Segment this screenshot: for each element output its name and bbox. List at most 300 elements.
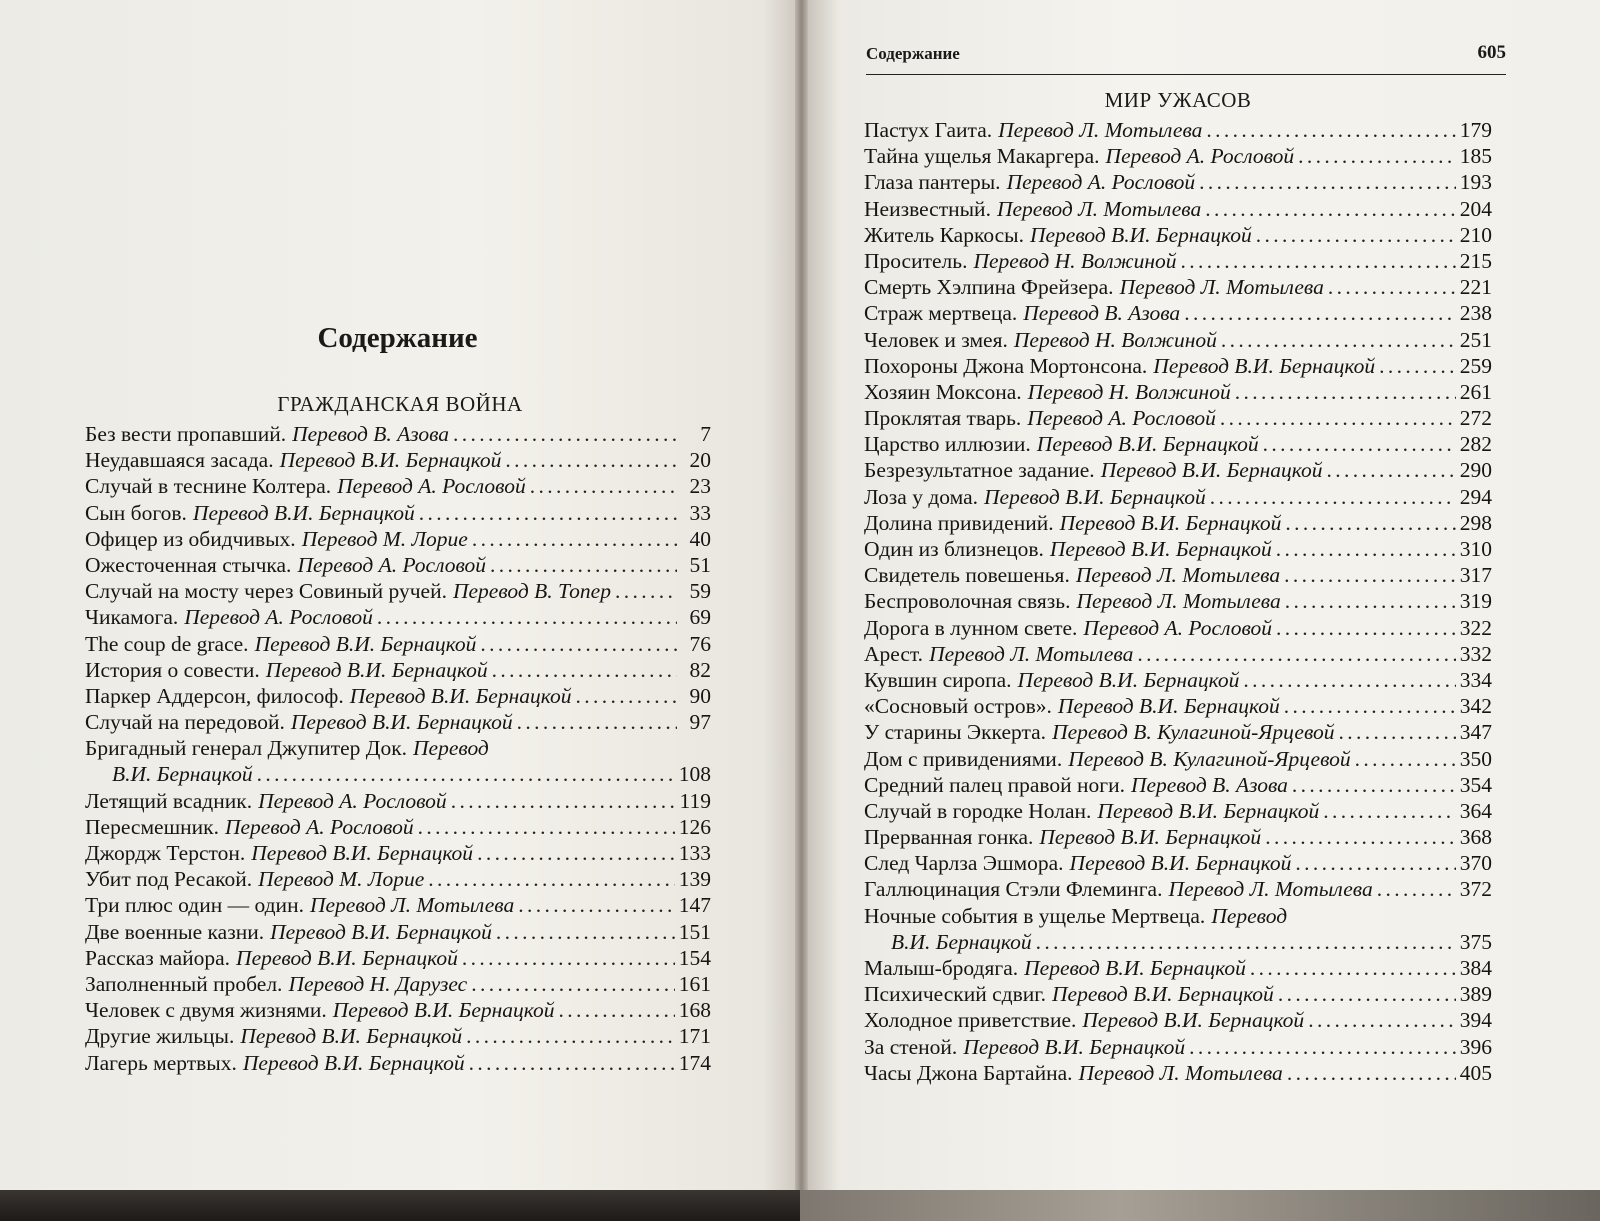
leader-dots (1243, 667, 1455, 693)
toc-entry-translator: В.И. Бернацкой (891, 929, 1032, 954)
toc-entry-page-number: 204 (1459, 196, 1492, 221)
leader-dots (1377, 876, 1456, 902)
toc-entry-page-number: 119 (679, 788, 711, 813)
toc-entry (864, 719, 1492, 745)
toc-entry-title: Сын богов. (85, 500, 187, 525)
toc-entry (864, 143, 1492, 169)
toc-entry-translator: Перевод А. Рословой (224, 814, 414, 839)
leader-dots (1137, 641, 1455, 667)
toc-entry (85, 604, 711, 630)
toc-entry (85, 709, 711, 735)
toc-entry-translator: Перевод В.И. Бернацкой (1039, 825, 1262, 850)
toc-entry-title: Человек с двумя жизнями. (85, 998, 327, 1023)
toc-entry (85, 997, 711, 1023)
toc-entry-title: Долина привидений. (864, 510, 1054, 535)
leader-dots (1256, 222, 1456, 248)
leader-dots (1276, 536, 1456, 562)
toc-entry (864, 850, 1492, 876)
toc-entry-page-number: 7 (700, 422, 711, 446)
leader-dots (1308, 1007, 1456, 1033)
toc-entry (85, 657, 711, 683)
toc-entry-translator: Перевод Н. Волжиной (1013, 327, 1217, 352)
toc-entry-page-number: 261 (1459, 379, 1492, 404)
toc-entry-title: След Чарлза Эшмора. (864, 851, 1064, 876)
toc-entry-translator: Перевод В.И. Бернацкой (290, 710, 513, 735)
leader-dots (480, 631, 677, 657)
toc-entry-translator: Перевод В.И. Бернацкой (963, 1034, 1186, 1059)
toc-entry-page-number: 368 (1459, 825, 1492, 850)
toc-entry (864, 117, 1492, 143)
toc-entry-title: Заполненный пробел. (85, 971, 283, 996)
toc-entry-title: Проситель. (864, 248, 968, 273)
toc-entry (85, 788, 711, 814)
toc-entry-title: Безрезультатное задание. (864, 458, 1095, 483)
leader-dots (419, 500, 677, 526)
toc-entry (864, 353, 1492, 379)
toc-entry-title: Беспроволочная связь. (864, 589, 1071, 614)
toc-entry (864, 169, 1492, 195)
toc-entry-page-number: 40 (689, 526, 711, 551)
toc-entry (85, 866, 711, 892)
toc-entry (85, 473, 711, 499)
toc-entry-translator: Перевод (413, 736, 489, 761)
leader-dots (1184, 300, 1456, 326)
toc-entry-page-number: 215 (1459, 248, 1492, 273)
toc-entry-page-number: 354 (1459, 772, 1492, 797)
toc-entry (85, 552, 711, 578)
toc-entry-page-number: 334 (1459, 667, 1492, 692)
leader-dots (418, 814, 675, 840)
toc-entry-translator: Перевод В. Кулагиной-Ярцевой (1068, 746, 1351, 771)
toc-entry-page-number: 59 (689, 579, 711, 604)
leader-dots (1298, 143, 1456, 169)
toc-entry-translator: Перевод В.И. Бернацкой (349, 683, 572, 708)
toc-entry-title: Рассказ майора. (85, 945, 231, 970)
leader-dots (1326, 457, 1455, 483)
toc-entry-translator: Перевод Н. Дарузес (288, 971, 468, 996)
toc-entry-translator: Перевод В.И. Бернацкой (1069, 851, 1292, 876)
toc-entry (85, 447, 711, 473)
toc-entry-page-number: 294 (1459, 484, 1492, 509)
left-page (0, 0, 795, 1190)
toc-entry-page-number: 151 (678, 919, 711, 944)
toc-entry-title: Случай на мосту через Совиный ручей. (85, 579, 447, 604)
toc-entry (864, 327, 1492, 353)
leader-dots (576, 683, 678, 709)
leader-dots (1379, 353, 1456, 379)
leader-dots (257, 761, 675, 787)
toc-entry (864, 641, 1492, 667)
toc-entry-title: Психический сдвиг. (864, 982, 1047, 1007)
toc-entry-translator: Перевод В.И. Бернацкой (1036, 432, 1259, 457)
leader-dots (451, 788, 676, 814)
toc-entry-page-number: 108 (678, 762, 711, 787)
leader-dots (1323, 798, 1456, 824)
toc-entry-page-number: 389 (1459, 982, 1492, 1007)
section-title-horror: МИР УЖАСОВ (1104, 88, 1252, 112)
toc-entry-translator: Перевод В.И. Бернацкой (1082, 1008, 1305, 1033)
toc-entry-title: Убит под Ресакой. (85, 867, 253, 892)
running-head (866, 44, 1506, 75)
leader-dots (492, 657, 677, 683)
toc-entry-page-number: 20 (689, 448, 711, 473)
toc-entry (864, 274, 1492, 300)
leader-dots (469, 1050, 675, 1076)
bleed-through-running-head (80, 33, 700, 55)
toc-entry-page-number: 23 (689, 474, 711, 499)
toc-entry-translator: Перевод В.И. Бернацкой (1052, 982, 1274, 1007)
toc-entry-page-number: 282 (1459, 432, 1492, 457)
leader-dots (428, 866, 674, 892)
toc-entry-page-number: 174 (678, 1050, 711, 1075)
toc-list-horror (864, 117, 1492, 1086)
toc-entry-title: Офицер из обидчивых. (85, 526, 296, 551)
leader-dots (517, 709, 677, 735)
toc-entry (864, 615, 1492, 641)
toc-entry (864, 457, 1492, 483)
toc-entry (85, 892, 711, 918)
leader-dots (1206, 117, 1455, 143)
toc-entry-page-number: 76 (689, 631, 711, 656)
leader-dots (1355, 746, 1456, 772)
toc-entry-page-number: 342 (1459, 694, 1492, 719)
toc-entry-translator: Перевод В.И. Бернацкой (279, 448, 502, 473)
toc-entry-title: Галлюцинация Стэли Флеминга. (864, 877, 1163, 902)
leader-dots (1263, 431, 1456, 457)
toc-entry-translator: Перевод В. Топер (452, 579, 611, 604)
toc-entry (864, 824, 1492, 850)
leader-dots (1284, 562, 1456, 588)
toc-entry-translator: Перевод В. Азова (1023, 301, 1181, 326)
toc-entry-page-number: 375 (1459, 929, 1492, 954)
toc-entry-translator: Перевод Л. Мотылева (1076, 589, 1281, 614)
toc-entry-translator: Перевод А. Рословой (1083, 615, 1273, 640)
toc-entry (85, 945, 711, 971)
toc-entry-translator: Перевод М. Лорие (258, 867, 425, 892)
toc-entry-translator: Перевод А. Рословой (1027, 406, 1216, 431)
leader-dots (453, 421, 677, 447)
leader-dots (477, 840, 675, 866)
leader-dots (518, 892, 675, 918)
toc-entry-title: Тайна ущелья Макаргера. (864, 144, 1100, 169)
toc-entry-translator: Перевод В.И. Бернацкой (332, 998, 555, 1023)
toc-entry-translator: Перевод А. Рословой (297, 552, 487, 577)
toc-entry-title: Ночные события в ущелье Мертвеца. (864, 903, 1206, 928)
toc-entry-translator: Перевод А. Рословой (1006, 170, 1196, 195)
leader-dots (1287, 1060, 1456, 1086)
toc-entry-title: История о совести. (85, 657, 260, 682)
toc-entry-translator: Перевод (1211, 903, 1288, 928)
leader-dots (472, 526, 677, 552)
toc-entry-page-number: 139 (678, 867, 711, 892)
toc-entry-page-number: 347 (1459, 720, 1492, 745)
toc-entry-title: За стеной. (864, 1034, 958, 1059)
toc-entry-title: Арест. (864, 641, 924, 666)
toc-entry-translator: Перевод А. Рословой (337, 474, 526, 499)
toc-entry (864, 431, 1492, 457)
toc-entry (864, 903, 1492, 929)
leader-dots (559, 997, 675, 1023)
toc-entry-title: Бригадный генерал Джупитер Док. (85, 736, 408, 761)
leader-dots (1210, 484, 1456, 510)
toc-entry-title: Две военные казни. (85, 919, 265, 944)
toc-entry-title: Неудавшаяся засада. (85, 448, 274, 473)
toc-entry (85, 578, 711, 604)
toc-entry (864, 484, 1492, 510)
toc-entry (864, 405, 1492, 431)
toc-entry-page-number: 97 (689, 710, 711, 735)
toc-entry (864, 1060, 1492, 1086)
toc-entry-title: Случай на передовой. (85, 710, 285, 735)
toc-entry-translator: Перевод В. Кулагиной-Ярцевой (1052, 720, 1335, 745)
toc-entry-title: Средний палец правой ноги. (864, 772, 1125, 797)
toc-entry (85, 735, 711, 761)
toc-entry-page-number: 370 (1459, 851, 1492, 876)
toc-list-civil-war (85, 421, 711, 1076)
toc-entry-translator: Перевод В.И. Бернацкой (1100, 458, 1323, 483)
toc-entry-page-number: 272 (1459, 406, 1492, 431)
toc-entry-title: Часы Джона Бартайна. (864, 1060, 1073, 1085)
toc-entry-translator: Перевод А. Рословой (184, 605, 373, 630)
toc-entry (85, 919, 711, 945)
toc-entry-translator: Перевод В.И. Бернацкой (984, 484, 1206, 509)
toc-entry-page-number: 154 (678, 945, 711, 970)
toc-entry (864, 772, 1492, 798)
toc-entry-title: Летящий всадник. (85, 788, 253, 813)
toc-entry-page-number: 210 (1459, 222, 1492, 247)
toc-entry (85, 971, 711, 997)
toc-entry-title: Человек и змея. (864, 327, 1008, 352)
leader-dots (1189, 1034, 1456, 1060)
leader-dots (1250, 955, 1456, 981)
toc-entry-page-number: 251 (1459, 327, 1492, 352)
toc-entry-page-number: 179 (1459, 118, 1492, 142)
leader-dots (1276, 615, 1456, 641)
toc-entry (864, 955, 1492, 981)
toc-entry-translator: Перевод В.И. Бернацкой (240, 1024, 463, 1049)
toc-entry (864, 876, 1492, 902)
toc-entry-translator: Перевод Л. Мотылева (929, 641, 1134, 666)
toc-entry-translator: Перевод В.И. Бернацкой (251, 841, 474, 865)
toc-entry (864, 222, 1492, 248)
leader-dots (1036, 929, 1456, 955)
toc-entry (864, 929, 1492, 955)
toc-entry-translator: В.И. Бернацкой (112, 762, 253, 787)
leader-dots (1285, 588, 1456, 614)
toc-entry-translator: Перевод В.И. Бернацкой (1153, 353, 1376, 378)
toc-entry-page-number: 90 (689, 683, 711, 708)
toc-entry-title: Один из близнецов. (864, 537, 1044, 561)
toc-entry-translator: Перевод В.И. Бернацкой (1059, 510, 1282, 535)
toc-entry-page-number: 221 (1459, 275, 1492, 300)
toc-entry-page-number: 310 (1459, 537, 1492, 561)
toc-entry (85, 421, 711, 447)
running-head-title: Содержание (866, 44, 960, 63)
toc-entry-title: Хозяин Моксона. (864, 379, 1022, 404)
toc-entry (864, 562, 1492, 588)
leader-dots (1284, 693, 1456, 719)
toc-entry-page-number: 394 (1459, 1008, 1492, 1033)
toc-entry-title: Другие жильцы. (85, 1024, 235, 1049)
toc-entry-page-number: 171 (678, 1024, 711, 1049)
scan-bottom-edge (0, 1190, 1600, 1221)
toc-entry (864, 510, 1492, 536)
toc-entry-translator: Перевод В.И. Бернацкой (1017, 667, 1240, 692)
toc-entry (85, 500, 711, 526)
leader-dots (466, 1023, 675, 1049)
toc-entry (864, 196, 1492, 222)
toc-entry-translator: Перевод В.И. Бернацкой (1049, 537, 1272, 561)
toc-entry-title: Холодное приветствие. (864, 1008, 1077, 1033)
toc-entry-page-number: 33 (689, 500, 711, 525)
toc-entry-translator: Перевод В.И. Бернацкой (254, 631, 477, 656)
toc-entry-page-number: 161 (678, 971, 711, 996)
toc-entry-title: Глаза пантеры. (864, 170, 1001, 195)
toc-entry (864, 1034, 1492, 1060)
toc-entry-title: Без вести пропавший. (85, 422, 287, 446)
toc-entry-page-number: 405 (1459, 1060, 1492, 1085)
toc-entry-translator: Перевод Л. Мотылева (309, 893, 515, 918)
leader-dots (1220, 405, 1456, 431)
toc-entry (85, 683, 711, 709)
toc-entry (864, 798, 1492, 824)
toc-entry (85, 631, 711, 657)
toc-entry (864, 588, 1492, 614)
toc-entry-title: Прерванная гонка. (864, 825, 1034, 850)
toc-entry-translator: Перевод В.И. Бернацкой (1029, 222, 1252, 247)
toc-entry-page-number: 364 (1459, 798, 1492, 823)
toc-entry (864, 981, 1492, 1007)
toc-entry-page-number: 322 (1459, 615, 1492, 640)
toc-entry-page-number: 126 (678, 814, 711, 839)
toc-entry (85, 1050, 711, 1076)
toc-entry-title: Царство иллюзии. (864, 432, 1031, 457)
toc-entry-title: Дорога в лунном свете. (864, 615, 1078, 640)
leader-dots (1221, 327, 1456, 353)
toc-entry-page-number: 51 (689, 552, 711, 577)
toc-entry-translator: Перевод А. Рословой (1105, 144, 1295, 169)
toc-entry-page-number: 147 (678, 893, 711, 918)
toc-entry-translator: Перевод Л. Мотылева (996, 196, 1202, 221)
toc-entry-page-number: 298 (1459, 510, 1492, 535)
toc-entry-page-number: 350 (1459, 746, 1492, 771)
leader-dots (1199, 169, 1456, 195)
toc-entry-translator: Перевод Л. Мотылева (1078, 1060, 1283, 1085)
toc-entry-title: «Сосновый остров». (864, 694, 1052, 719)
toc-entry-translator: Перевод В.И. Бернацкой (1024, 956, 1246, 980)
toc-entry-translator: Перевод В.И. Бернацкой (1097, 798, 1320, 823)
toc-entry (864, 300, 1492, 326)
toc-entry-title: The coup de grace. (85, 631, 249, 656)
leader-dots (1292, 772, 1456, 798)
toc-entry (85, 840, 711, 866)
toc-entry-page-number: 396 (1459, 1034, 1492, 1059)
toc-entry-translator: Перевод Л. Мотылева (1119, 275, 1324, 300)
toc-entry-translator: Перевод Л. Мотылева (1075, 563, 1281, 588)
toc-entry-translator: Перевод М. Лорие (301, 526, 468, 551)
toc-entry (864, 693, 1492, 719)
toc-entry-title: Паркер Аддерсон, философ. (85, 683, 344, 708)
toc-entry-translator: Перевод В. Азова (292, 422, 450, 446)
toc-entry-page-number: 259 (1459, 353, 1492, 378)
toc-entry-translator: Перевод В.И. Бернацкой (236, 945, 458, 970)
toc-entry-title: Кувшин сиропа. (864, 667, 1012, 692)
toc-entry-page-number: 168 (678, 998, 711, 1023)
toc-entry (85, 761, 711, 787)
toc-entry-translator: Перевод В.И. Бернацкой (265, 657, 488, 682)
toc-entry-title: Житель Каркосы. (864, 222, 1024, 247)
toc-entry-page-number: 185 (1459, 144, 1492, 169)
toc-entry (85, 1023, 711, 1049)
leader-dots (1328, 274, 1456, 300)
leader-dots (1285, 510, 1455, 536)
toc-entry (864, 667, 1492, 693)
toc-entry-translator: Перевод В.И. Бернацкой (270, 919, 492, 944)
toc-entry-title: Смерть Хэлпина Фрейзера. (864, 275, 1114, 300)
page-title: Содержание (317, 322, 478, 354)
book-gutter (795, 0, 808, 1190)
toc-entry-translator: Перевод Н. Волжиной (973, 248, 1177, 273)
toc-entry-title: Лагерь мертвых. (85, 1050, 237, 1075)
leader-dots (1339, 719, 1456, 745)
toc-entry-translator: Перевод Л. Мотылева (998, 118, 1203, 142)
leader-dots (1181, 248, 1456, 274)
toc-entry-page-number: 319 (1459, 589, 1492, 614)
toc-entry-title: Проклятая тварь. (864, 406, 1022, 431)
toc-entry-title: Чикамога. (85, 605, 179, 630)
toc-entry-title: У старины Эккерта. (864, 720, 1047, 745)
toc-entry (85, 814, 711, 840)
toc-entry-page-number: 290 (1459, 458, 1492, 483)
toc-entry-title: Случай в городке Нолан. (864, 798, 1092, 823)
toc-entry-page-number: 193 (1459, 170, 1492, 195)
leader-dots (377, 604, 677, 630)
leader-dots (471, 971, 675, 997)
toc-entry-title: Малыш-бродяга. (864, 956, 1019, 980)
toc-entry-translator: Перевод Л. Мотылева (1168, 877, 1373, 902)
page-number: 605 (1477, 42, 1506, 63)
toc-entry-title: Три плюс один — один. (85, 893, 304, 918)
toc-entry-translator: Перевод В. Азова (1130, 772, 1288, 797)
toc-entry-page-number: 133 (678, 841, 711, 865)
leader-dots (1235, 379, 1456, 405)
toc-entry-translator: Перевод В.И. Бернацкой (242, 1050, 465, 1075)
leader-dots (530, 473, 677, 499)
leader-dots (1265, 824, 1456, 850)
toc-entry-page-number: 69 (689, 605, 711, 630)
toc-entry-title: Пересмешник. (85, 814, 219, 839)
toc-entry-translator: Перевод В.И. Бернацкой (192, 500, 415, 525)
toc-entry-title: Похороны Джона Мортонсона. (864, 353, 1148, 378)
leader-dots (1295, 850, 1455, 876)
leader-dots (505, 447, 677, 473)
toc-entry-title: Лоза у дома. (864, 484, 978, 509)
paper-edge (800, 1190, 1600, 1221)
leader-dots (615, 578, 677, 604)
toc-entry-translator: Перевод В.И. Бернацкой (1057, 694, 1280, 719)
toc-entry (864, 1007, 1492, 1033)
toc-entry (85, 526, 711, 552)
toc-entry-page-number: 384 (1459, 956, 1492, 980)
leader-dots (1205, 196, 1456, 222)
toc-entry-page-number: 372 (1459, 877, 1492, 902)
leader-dots (462, 945, 675, 971)
toc-entry (864, 746, 1492, 772)
toc-entry-title: Ожесточенная стычка. (85, 552, 292, 577)
leader-dots (496, 919, 675, 945)
section-title-civil-war: ГРАЖДАНСКАЯ ВОЙНА (277, 392, 523, 416)
toc-entry-page-number: 238 (1459, 301, 1492, 326)
